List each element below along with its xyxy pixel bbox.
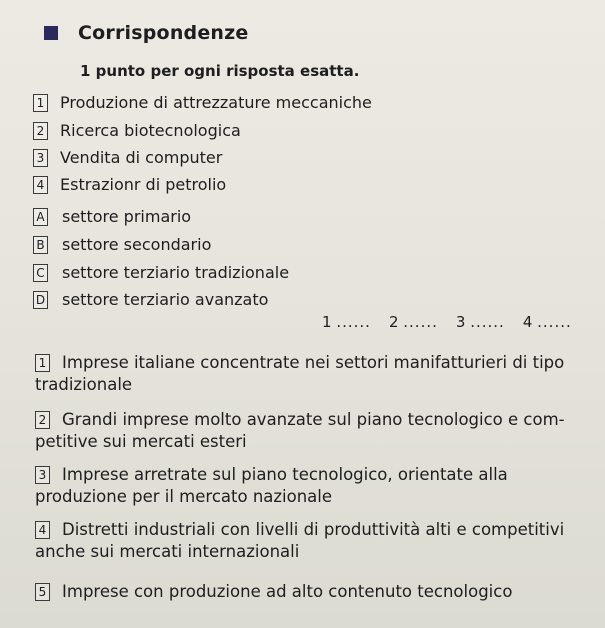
answer-slot[interactable]: 2 ......	[388, 313, 438, 331]
sector-row	[33, 235, 211, 254]
number-box: 3	[33, 149, 48, 167]
number-box: 2	[33, 122, 48, 140]
instruction-text: 1 punto per ogni risposta esatta.	[80, 62, 360, 80]
sector-label: settore secondario	[62, 235, 212, 254]
activity-row	[33, 121, 241, 140]
number-box: 1	[35, 354, 50, 372]
statement-text: Imprese arretrate sul piano tecnologico, orientate alla produzione per il mercato nazionale	[35, 465, 508, 506]
statement-item	[35, 464, 590, 508]
statement-item	[35, 581, 590, 603]
number-box: 5	[35, 583, 50, 601]
activity-label: Estrazionr di petrolio	[60, 175, 227, 194]
answer-slot[interactable]: 1 ......	[322, 313, 371, 331]
statement-text: Grandi imprese molto avanzate sul piano tecnologico e com-petitive sui mercati esteri	[35, 410, 565, 451]
sector-label: settore terziario tradizionale	[62, 263, 290, 282]
letter-box: A	[33, 208, 48, 226]
activity-label: Vendita di computer	[60, 148, 223, 167]
letter-box: C	[33, 264, 48, 282]
statement-text: Imprese con produzione ad alto contenuto tecnologico	[62, 582, 513, 601]
sector-label: settore terziario avanzato	[62, 290, 269, 309]
activity-label: Produzione di attrezzature meccaniche	[60, 93, 372, 112]
number-box: 4	[35, 521, 50, 539]
statement-item	[35, 409, 590, 453]
sector-row	[33, 207, 191, 226]
sector-label: settore primario	[62, 207, 192, 226]
number-box: 2	[35, 411, 50, 429]
activity-row	[33, 148, 222, 167]
number-box: 3	[35, 466, 50, 484]
letter-box: B	[33, 236, 48, 254]
number-box: 4	[33, 176, 48, 194]
activity-label: Ricerca biotecnologica	[60, 121, 241, 140]
statement-text: Imprese italiane concentrate nei settori manifatturieri di tipo tradizionale	[35, 353, 565, 394]
letter-box: D	[33, 291, 48, 309]
statement-item	[35, 352, 590, 396]
section-heading	[44, 22, 249, 44]
activity-row	[33, 93, 372, 112]
activity-row	[33, 175, 226, 194]
number-box: 1	[33, 94, 48, 112]
statement-item	[35, 519, 590, 563]
answer-blanks	[322, 313, 572, 331]
sector-row	[33, 263, 289, 282]
answer-slot[interactable]: 3 ......	[455, 313, 505, 331]
answer-slot[interactable]: 4 ......	[522, 313, 572, 331]
sector-row	[33, 290, 268, 309]
statement-text: Distretti industriali con livelli di produttività alti e competitivi anche sui mercati internazionali	[35, 520, 565, 561]
section-title: Corrispondenze	[78, 22, 249, 44]
square-bullet-icon	[44, 26, 58, 40]
